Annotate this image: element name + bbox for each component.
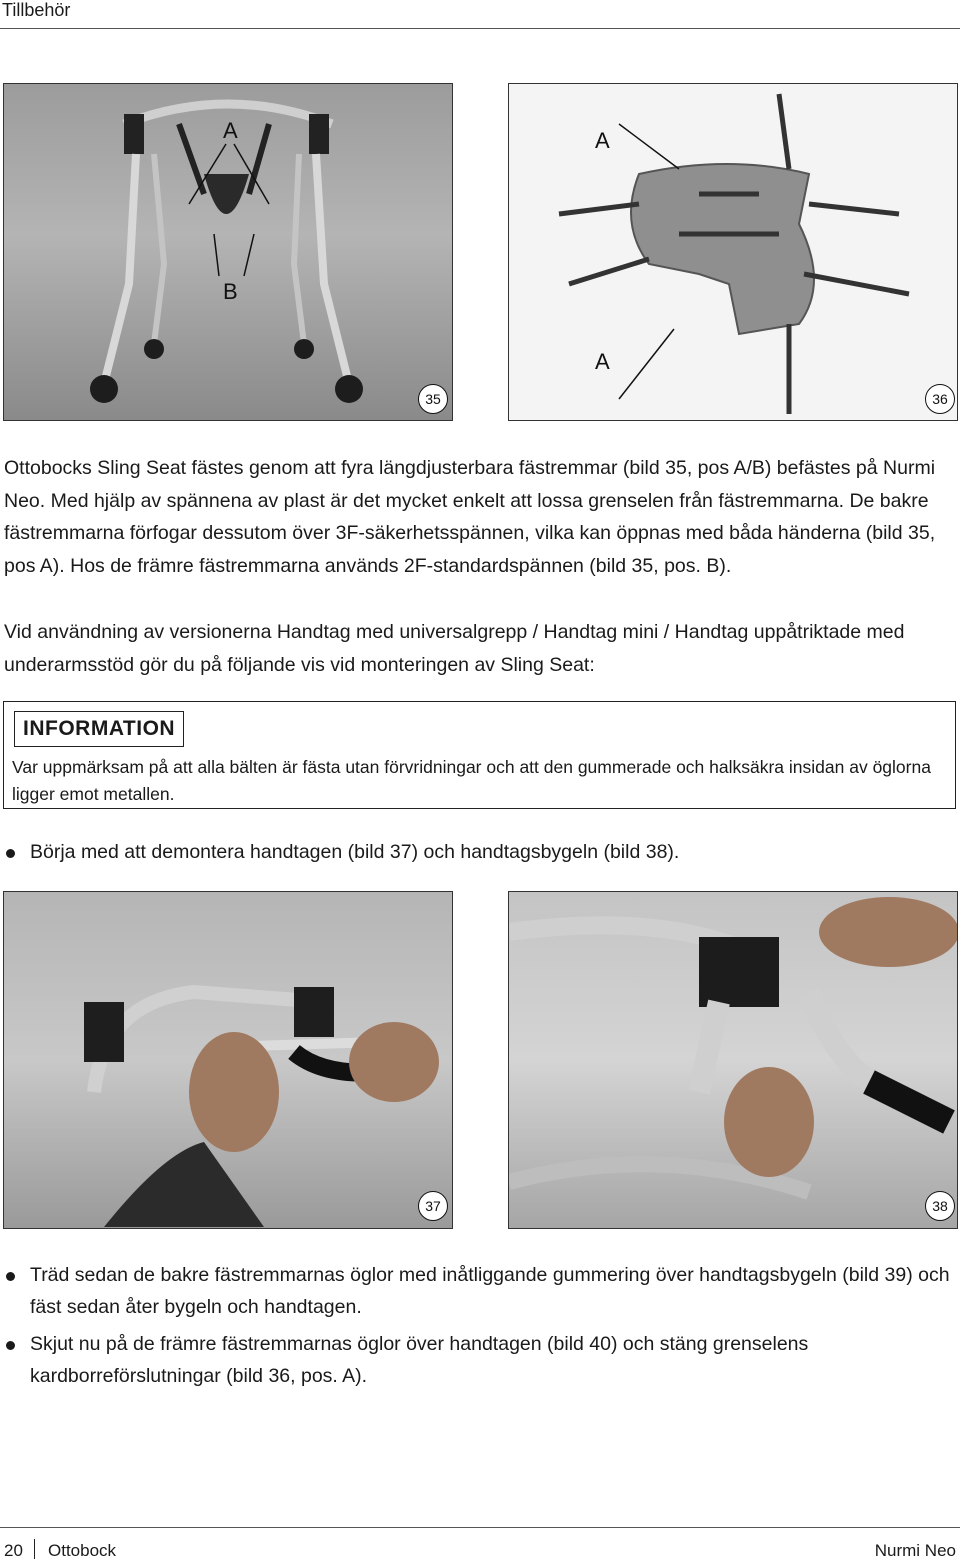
footer-divider: [0, 1527, 960, 1528]
bullet-icon: [6, 849, 15, 858]
usage-paragraph: Vid användning av versionerna Handtag med universalgrepp / Handtag mini / Handtag uppåtriktade med underarmsstöd gör du på följande vis vid monteringen av Sling Seat:: [4, 621, 905, 676]
intro-paragraph: Ottobocks Sling Seat fästes genom att fyra längdjusterbara fästremmar (bild 35, pos A/B) befästes på Nurmi Neo. Med hjälp av spännena av plast är det mycket enkelt att lossa grenselen från fästremmarna. De bakre fästremmarna förfogar dessutom över 3F-säkerhetsspännen, vilka kan öppnas med båda händerna (bild 35, pos A). Hos de främre fästremmarna används 2F-standardspännen (bild 35, pos. B).: [4, 457, 936, 577]
handle-removal-illustration: [4, 892, 452, 1228]
information-text: Var uppmärksam på att alla bälten är fästa utan förvridningar och att den gummerade och halksäkra insidan av öglorna ligger emot metallen.: [12, 757, 931, 804]
figure-number-badge: 36: [925, 384, 955, 414]
information-title: INFORMATION: [14, 711, 184, 747]
figure-36-sling-seat-photo: [508, 83, 958, 421]
footer-brand: Ottobock: [48, 1541, 117, 1560]
figure-35-walker-photo: [3, 83, 453, 421]
callout-a-top: A: [595, 128, 610, 153]
bullet-icon: [6, 1272, 15, 1281]
figure-37-remove-handles-photo: [3, 891, 453, 1229]
footer-separator: [34, 1539, 35, 1559]
information-box: [3, 701, 956, 809]
footer-product: Nurmi Neo: [874, 1541, 956, 1560]
step-item: Träd sedan de bakre fästremmarnas öglor med inåtliggande gummering över handtagsbygeln (bild 39) och fäst sedan åter bygeln och handtagen.: [30, 1264, 950, 1318]
step-item: Skjut nu på de främre fästremmarnas öglor över handtagen (bild 40) och stäng grenselens kardborreförslutningar (bild 36, pos. A).: [30, 1333, 809, 1387]
figure-number-badge: 35: [418, 384, 448, 414]
page-number: 20: [4, 1541, 23, 1560]
bar-removal-illustration: [509, 892, 957, 1228]
running-header: Tillbehör: [2, 0, 71, 20]
step-item: Börja med att demontera handtagen (bild 37) och handtagsbygeln (bild 38).: [30, 841, 680, 863]
sling-seat-illustration: [509, 84, 957, 420]
callout-b: B: [223, 279, 238, 304]
figure-number-badge: 38: [925, 1191, 955, 1221]
header-divider: [0, 28, 960, 29]
callout-a-bottom: A: [595, 349, 610, 374]
figure-number-badge: 37: [418, 1191, 448, 1221]
callout-a: A: [223, 118, 238, 143]
bullet-icon: [6, 1341, 15, 1350]
figure-38-remove-bar-photo: [508, 891, 958, 1229]
